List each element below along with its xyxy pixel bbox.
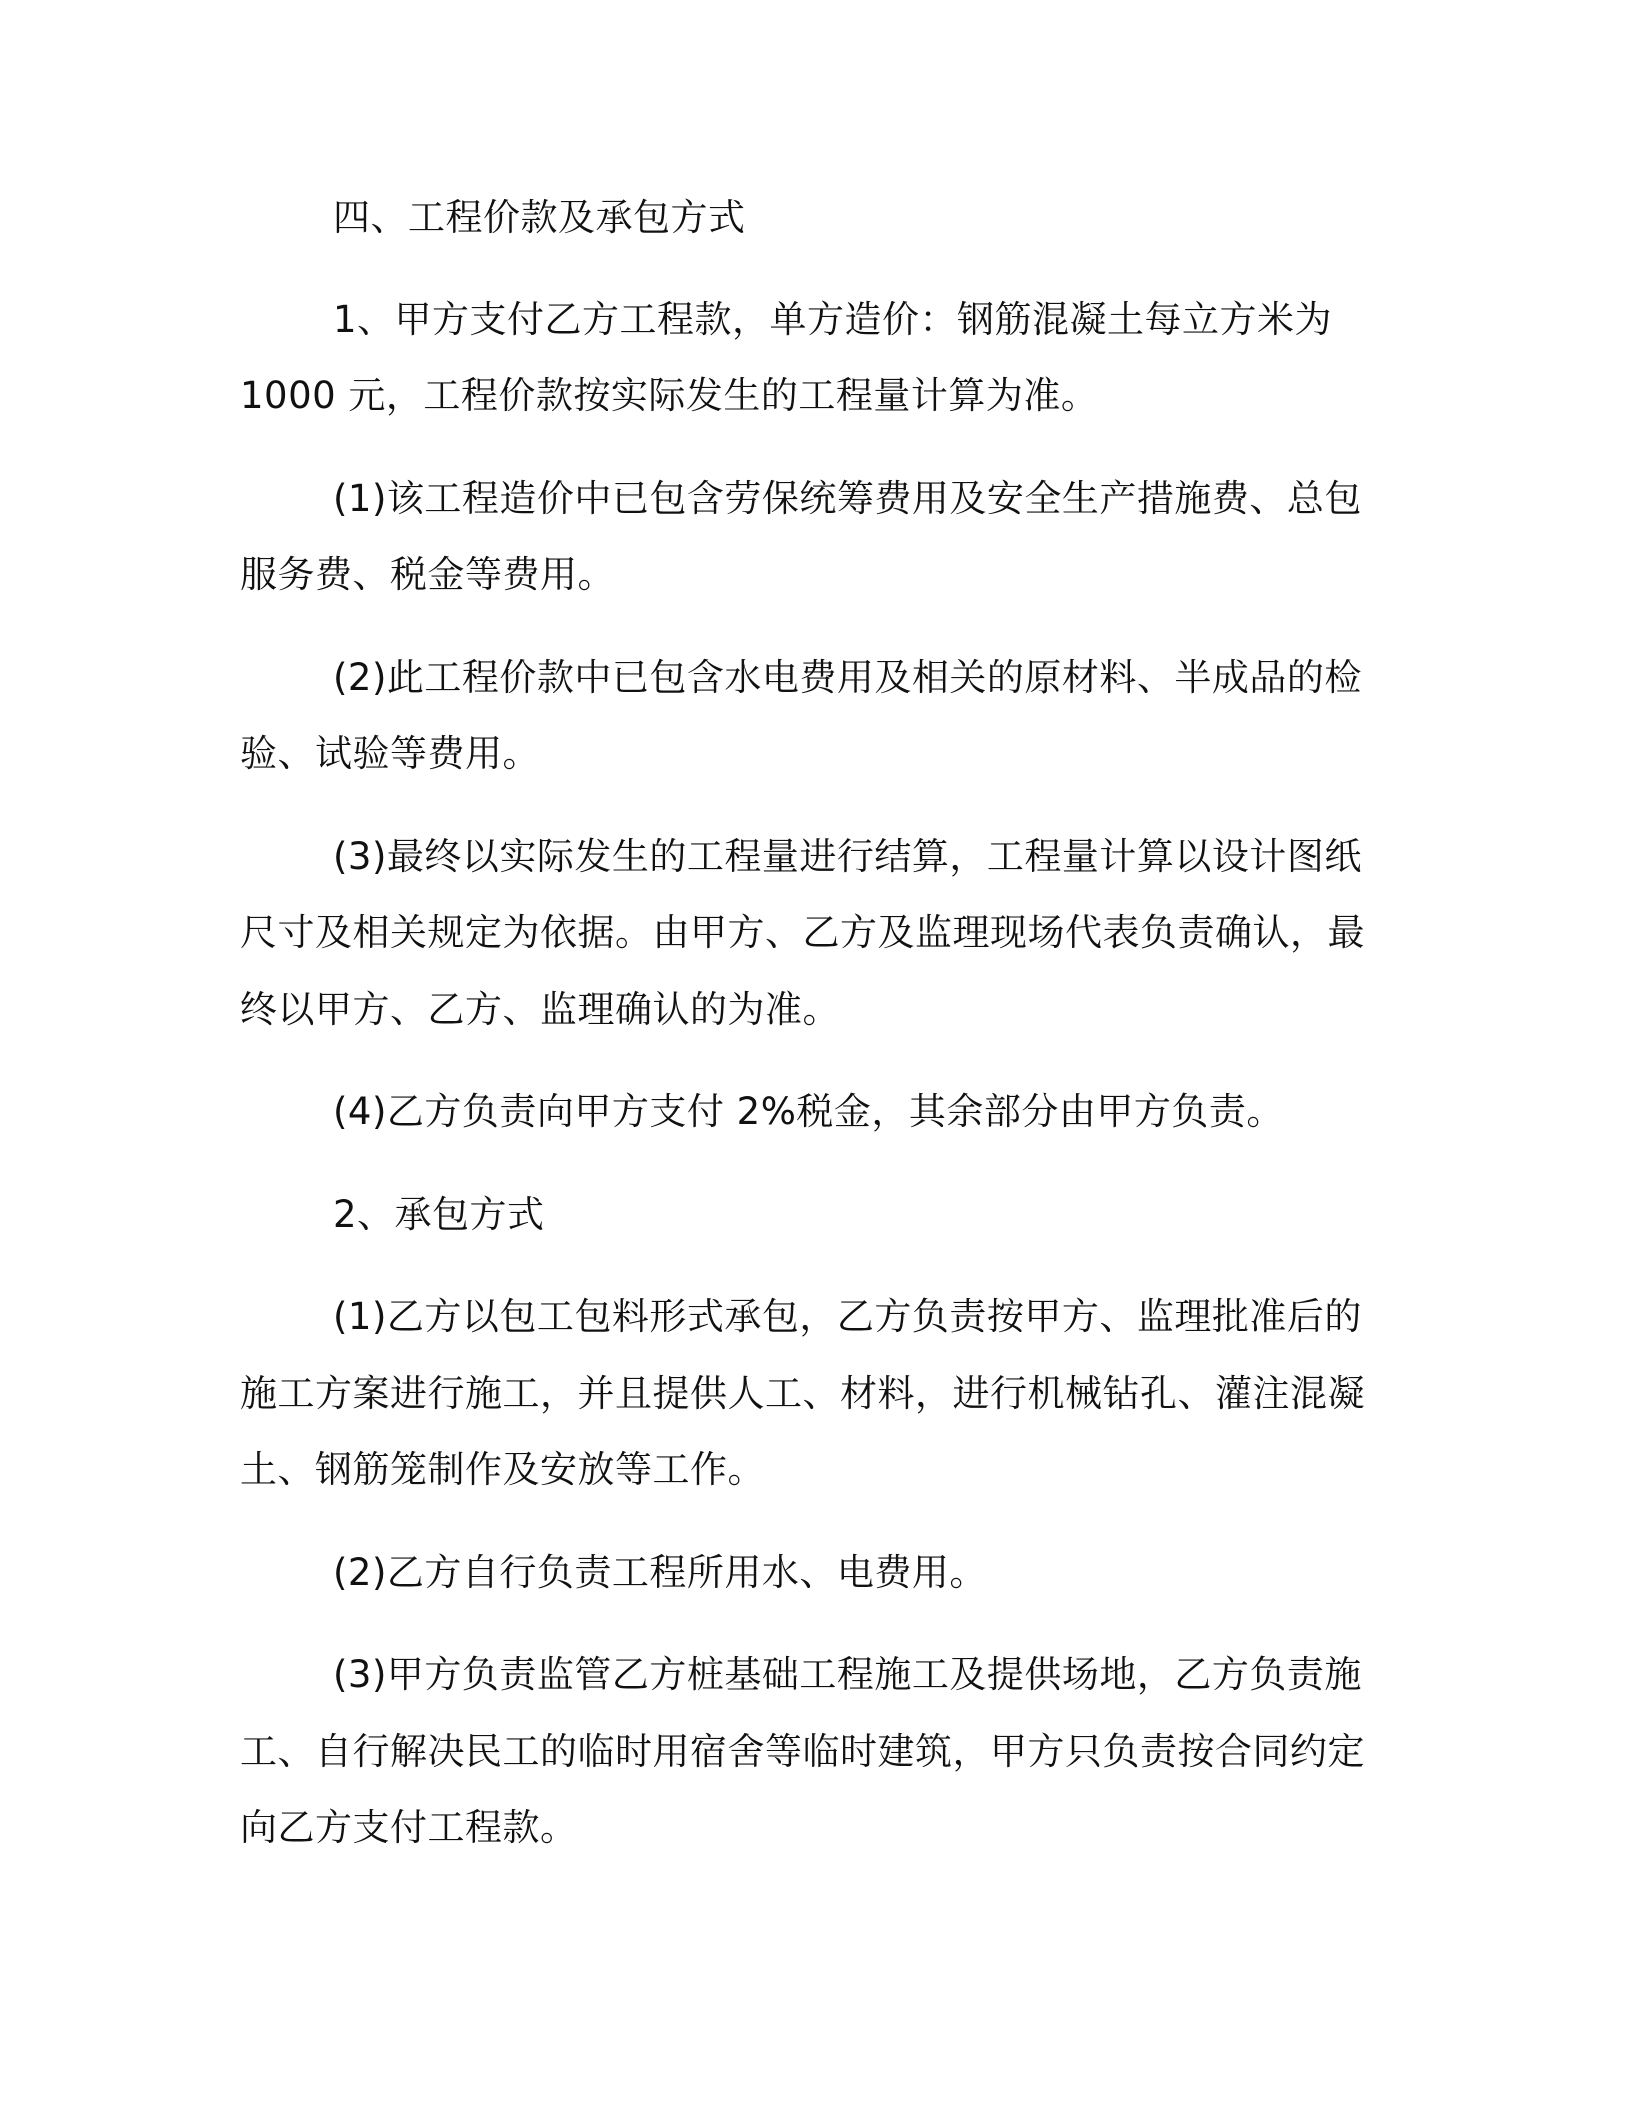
paragraph-line: (3)最终以实际发生的工程量进行结算，工程量计算以设计图纸	[333, 835, 1362, 878]
paragraph-line: 服务费、税金等费用。	[240, 553, 615, 596]
paragraph-line: (1)乙方以包工包料形式承包，乙方负责按甲方、监理批准后的	[333, 1295, 1362, 1338]
paragraph-line: 验、试验等费用。	[240, 732, 540, 775]
paragraph-line: 终以甲方、乙方、监理确认的为准。	[240, 988, 840, 1031]
paragraph-line: (3)甲方负责监管乙方桩基础工程施工及提供场地，乙方负责施	[333, 1653, 1362, 1696]
paragraph-line: 尺寸及相关规定为依据。由甲方、乙方及监理现场代表负责确认，最	[240, 911, 1365, 954]
paragraph-line: 1000 元，工程价款按实际发生的工程量计算为准。	[240, 374, 1099, 417]
section-heading: 四、工程价款及承包方式	[333, 196, 746, 239]
paragraph-line: 施工方案进行施工，并且提供人工、材料，进行机械钻孔、灌注混凝	[240, 1372, 1365, 1415]
paragraph-line: (2)乙方自行负责工程所用水、电费用。	[333, 1551, 987, 1594]
subsection-heading: 2、承包方式	[333, 1193, 545, 1236]
paragraph-line: 工、自行解决民工的临时用宿舍等临时建筑，甲方只负责按合同约定	[240, 1730, 1365, 1773]
paragraph-line: (4)乙方负责向甲方支付 2%税金，其余部分由甲方负责。	[333, 1090, 1284, 1133]
paragraph-line: 向乙方支付工程款。	[240, 1806, 578, 1849]
paragraph-line: (1)该工程造价中已包含劳保统筹费用及安全生产措施费、总包	[333, 477, 1362, 520]
paragraph-line: (2)此工程价款中已包含水电费用及相关的原材料、半成品的检	[333, 656, 1362, 699]
paragraph-line: 土、钢筋笼制作及安放等工作。	[240, 1448, 765, 1491]
paragraph-line: 1、甲方支付乙方工程款，单方造价：钢筋混凝土每立方米为	[333, 298, 1333, 341]
